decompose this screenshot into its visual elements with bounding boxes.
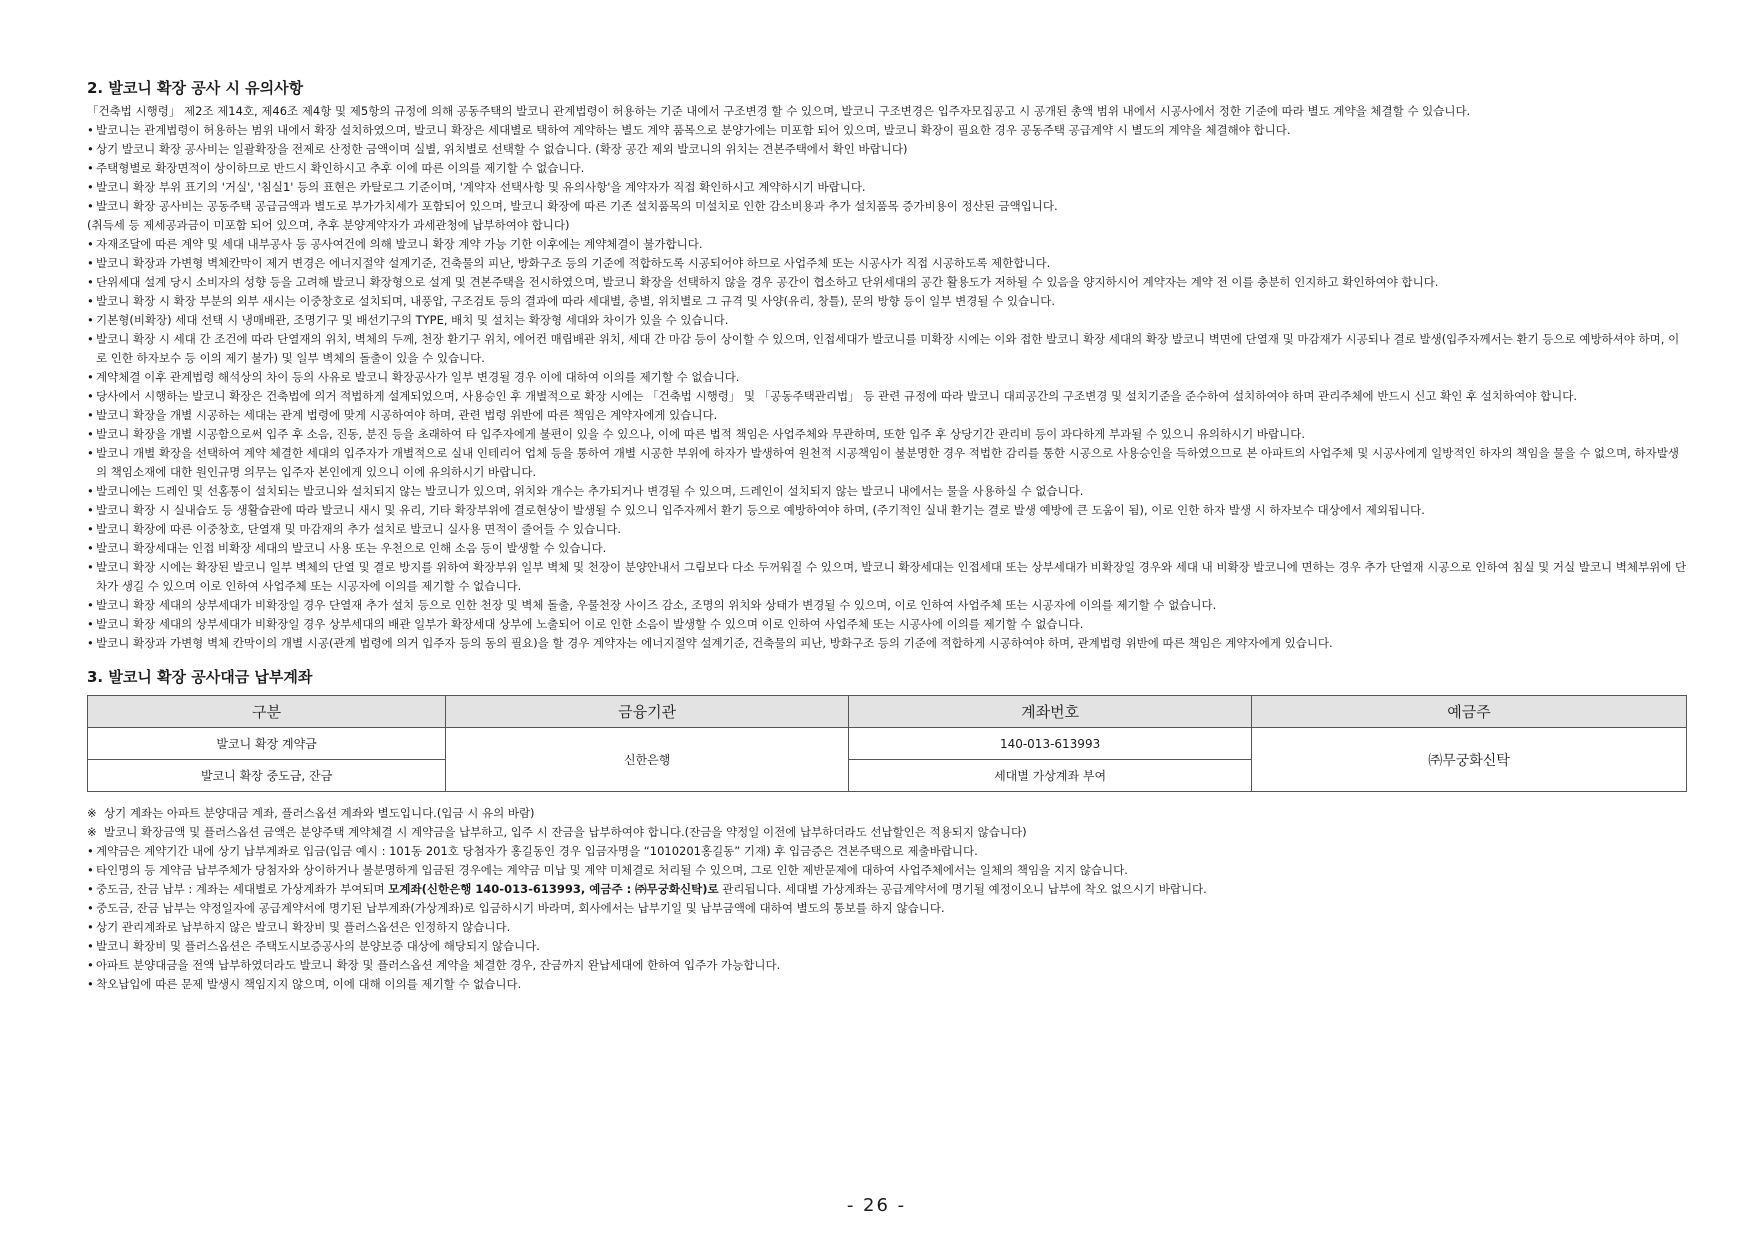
- bank-cell: 신한은행: [446, 728, 849, 792]
- row-label-balance: 발코니 확장 중도금, 잔금: [88, 760, 446, 792]
- list-item: [87, 406, 1687, 425]
- list-item: [87, 178, 1687, 197]
- note-item: • 중도금, 잔금 납부는 약정일자에 공급계약서에 명기된 납부계좌(가상계좌)로 입금하시기 바라며, 회사에서는 납부기일 및 납부금액에 대하여 별도의 통보를 하지 않습니다.: [87, 901, 945, 915]
- list-item-text: 발코니 확장에 따른 이중창호, 단열재 및 마감재의 추가 설치로 발코니 실사용 면적이 줄어들 수 있습니다.: [96, 522, 622, 536]
- bullet-glyph: •: [87, 142, 94, 156]
- bullet-glyph: •: [87, 484, 94, 498]
- holder-cell: ㈜무궁화신탁: [1252, 728, 1687, 792]
- list-item: [87, 292, 1687, 311]
- list-item-text: 상기 발코니 확장 공사비는 일괄확장을 전제로 산정한 금액이며 실별, 위치별로 선택할 수 없습니다. (확장 공간 제외 발코니의 위치는 견본주택에서 확인 바랍니다): [96, 142, 908, 156]
- list-item: [87, 425, 1687, 444]
- list-item: [87, 311, 1687, 330]
- account-number-cell: 140-013-613993: [849, 728, 1252, 760]
- list-item: [87, 634, 1687, 653]
- page-number: - 26 -: [846, 1195, 907, 1216]
- list-item: [87, 444, 1687, 482]
- list-item-text: 발코니 확장 시 세대 간 조건에 따라 단열재의 위치, 벽체의 두께, 천장 환기구 위치, 에어컨 매립배관 위치, 세대 간 마감 등이 상이할 수 있으며, 인접세대가 발코니를 미확장 시에는 이와 접한 발코니 확장 세대의 확장 발코니 벽면에 단열재 및 마감재가 시공되나 결로 발생(입주자께서는 환기 등으로 예방하셔야 하며, 이로 인한 하자보수 등 이의 제기 불가) 및 일부 벽체의 돌출이 있을 수 있습니다.: [96, 332, 1680, 365]
- document-page: [87, 78, 1687, 994]
- bullet-glyph: •: [87, 161, 94, 175]
- bullet-glyph: •: [87, 370, 94, 384]
- note-item: ※ 발코니 확장금액 및 플러스옵션 금액은 분양주택 계약체결 시 계약금을 납부하고, 입주 시 잔금을 납부하여야 합니다.(잔금을 약정일 이전에 납부하더라도 선납할인은 적용되지 않습니다): [87, 825, 1027, 839]
- bullet-glyph: •: [87, 313, 94, 327]
- list-item: [87, 216, 1687, 235]
- bullet-glyph: •: [87, 636, 94, 650]
- mother-account-text: 모계좌(신한은행 140-013-613993, 예금주 : ㈜무궁화신탁)로: [388, 882, 719, 896]
- list-item: [87, 596, 1687, 615]
- bullet-glyph: •: [87, 427, 94, 441]
- bullet-glyph: •: [87, 617, 94, 631]
- list-item-text: 발코니 확장 시 확장 부분의 외부 새시는 이중창호로 설치되며, 내풍압, 구조검토 등의 결과에 따라 세대별, 층별, 위치별로 그 규격 및 사양(유리, 창틀), 문의 방향 등이 일부 변경될 수 있습니다.: [96, 294, 1055, 308]
- header-holder: 예금주: [1252, 696, 1687, 728]
- list-item-text: 발코니 확장 공사비는 공동주택 공급금액과 별도로 부가가치세가 포함되어 있으며, 발코니 확장에 따른 기존 설치품목의 미설치로 인한 감소비용과 추가 설치품목 증가비용이 정산된 금액입니다.: [96, 199, 1058, 213]
- list-item: [87, 387, 1687, 406]
- list-item: [87, 558, 1687, 596]
- bullet-glyph: •: [87, 522, 94, 536]
- bullet-glyph: •: [87, 389, 94, 403]
- list-item-text: 발코니 확장 시에는 확장된 발코니 일부 벽체의 단열 및 결로 방지를 위하여 확장부위 일부 벽체 및 천장이 분양안내서 그림보다 다소 두꺼워질 수 있으며, 발코니 확장세대는 인접세대 또는 상부세대가 비확장일 경우와 세대 내 비확장 발코니에 면하는 경우 추가 단열재 시공으로 인하여 침실 및 거실 발코니 벽체부위에 단차가 생길 수 있으며 이로 인하여 사업주체 또는 시공자에 이의를 제기할 수 없습니다.: [96, 560, 1687, 593]
- list-item: [87, 159, 1687, 178]
- list-item-text: 주택형별로 확장면적이 상이하므로 반드시 확인하시고 추후 이에 따른 이의를 제기할 수 없습니다.: [96, 161, 585, 175]
- section-3-notes: [87, 804, 1687, 994]
- list-item-text: 발코니에는 드레인 및 선홈통이 설치되는 발코니와 설치되지 않는 발코니가 있으며, 위치와 개수는 추가되거나 변경될 수 있으며, 드레인이 설치되지 않는 발코니 내에서는 물을 사용하실 수 없습니다.: [96, 484, 1084, 498]
- note-item: • 계약금은 계약기간 내에 상기 납부계좌로 입금(입금 예시 : 101동 201호 당첨자가 홍길동인 경우 입금자명을 “1010201홍길동” 기재) 후 입금증은 견본주택으로 제출바랍니다.: [87, 844, 978, 858]
- bullet-glyph: •: [87, 199, 94, 213]
- list-item: [87, 330, 1687, 368]
- section-3-title: 3. 발코니 확장 공사대금 납부계좌: [87, 668, 313, 686]
- list-item-text: 당사에서 시행하는 발코니 확장은 건축법에 의거 적법하게 설계되었으며, 사용승인 후 개별적으로 확장 시에는 「건축법 시행령」 및 「공동주택관리법」 등 관련 규정에 따라 발코니 대피공간의 구조변경 및 설치기준을 준수하여 설치하여야 하며 관리주체에 반드시 신고 확인 후 설치하여야 합니다.: [96, 389, 1577, 403]
- section-2-intro: 「건축법 시행령」 제2조 제14호, 제46조 제4항 및 제5항의 규정에 의해 공동주택의 발코니 관계법령이 허용하는 기준 내에서 구조변경 할 수 있으며, 발코니 구조변경은 입주자모집공고 시 공개된 총액 범위 내에서 시공사에서 정한 기준에 따라 별도 계약을 체결할 수 있습니다.: [87, 104, 1471, 118]
- list-item-text: 단위세대 설계 당시 소비자의 성향 등을 고려해 발코니 확장형으로 설계 및 견본주택을 전시하였으며, 발코니 확장을 선택하지 않을 경우 공간이 협소하고 단위세대의 공간 활용도가 저하될 수 있음을 양지하시어 계약자는 계약 전 이를 충분히 인지하고 확인하여야 합니다.: [96, 275, 1439, 289]
- list-item-text: 발코니 개별 확장을 선택하여 계약 체결한 세대의 입주자가 개별적으로 실내 인테리어 업체 등을 통하여 개별 시공한 부위에 하자가 발생하여 원천적 시공책임이 불분명한 경우 적법한 감리를 통한 시공으로 사용승인을 득하였으므로 본 아파트의 사업주체 및 시공사에게 일방적인 하자의 책임을 물을 수 없으며, 하자발생의 책임소재에 대한 원인규명 의무는 입주자 본인에게 있으니 이에 유의하시기 바랍니다.: [96, 446, 1679, 479]
- list-item-text: 기본형(비확장) 세대 선택 시 냉매배관, 조명기구 및 배선기구의 TYPE, 배치 및 설치는 확장형 세대와 차이가 있을 수 있습니다.: [96, 313, 729, 327]
- bullet-glyph: •: [87, 123, 94, 137]
- bullet-glyph: •: [87, 541, 94, 555]
- bullet-glyph: •: [87, 180, 94, 194]
- section-2-title: 2. 발코니 확장 공사 시 유의사항: [87, 79, 304, 97]
- list-item-text: 발코니 확장 시 실내습도 등 생활습관에 따라 발코니 새시 및 유리, 기타 확장부위에 결로현상이 발생될 수 있으니 입주자께서 환기 등으로 예방하여야 하며, (주기적인 실내 환기는 결로 발생 예방에 큰 도움이 됨), 이로 인한 하자 발생 시 하자보수 대상에서 제외됩니다.: [96, 503, 1425, 517]
- list-item-text: 발코니 확장을 개별 시공하는 세대는 관계 법령에 맞게 시공하여야 하며, 관련 법령 위반에 따른 책임은 계약자에게 있습니다.: [96, 408, 718, 422]
- section-2-list: [87, 121, 1687, 653]
- header-bank: 금융기관: [446, 696, 849, 728]
- note-item: • 발코니 확장비 및 플러스옵션은 주택도시보증공사의 분양보증 대상에 해당되지 않습니다.: [87, 939, 540, 953]
- list-item-text: 자재조달에 따른 계약 및 세대 내부공사 등 공사여건에 의해 발코니 확장 계약 가능 기한 이후에는 계약체결이 불가합니다.: [96, 237, 703, 251]
- table-header-row: [88, 696, 1687, 728]
- list-item: [87, 539, 1687, 558]
- list-item-text: 발코니 확장세대는 인접 비확장 세대의 발코니 사용 또는 우천으로 인해 소음 등이 발생할 수 있습니다.: [96, 541, 607, 555]
- list-item: [87, 121, 1687, 140]
- note-item: • 타인명의 등 계약금 납부주체가 당첨자와 상이하거나 불분명하게 입금된 경우에는 계약금 미납 및 계약 미체결로 처리될 수 있으며, 그로 인한 제반문제에 대하여 사업주체에서는 일체의 책임을 지지 않습니다.: [87, 863, 1128, 877]
- list-item: [87, 368, 1687, 387]
- list-item: [87, 197, 1687, 216]
- list-item: [87, 254, 1687, 273]
- bullet-glyph: •: [87, 237, 94, 251]
- list-item-text: 발코니는 관계법령이 허용하는 범위 내에서 확장 설치하였으며, 발코니 확장은 세대별로 택하여 계약하는 별도 계약 품목으로 분양가에는 미포함 되어 있으며, 발코니 확장이 필요한 경우 공동주택 공급계약 시 별도의 계약을 체결해야 합니다.: [96, 123, 1291, 137]
- row-label-deposit: 발코니 확장 계약금: [88, 728, 446, 760]
- list-item: [87, 482, 1687, 501]
- note-item: ※ 상기 계좌는 아파트 분양대금 계좌, 플러스옵션 계좌와 별도입니다.(입금 시 유의 바람): [87, 806, 535, 820]
- list-item: [87, 140, 1687, 159]
- list-item-text: (취득세 등 제세공과금이 미포함 되어 있으며, 추후 분양계약자가 과세관청에 납부하여야 합니다): [87, 218, 570, 232]
- header-account: 계좌번호: [849, 696, 1252, 728]
- list-item-text: 계약체결 이후 관계법령 해석상의 차이 등의 사유로 발코니 확장공사가 일부 변경될 경우 이에 대하여 이의를 제기할 수 없습니다.: [96, 370, 740, 384]
- list-item-text: 발코니 확장을 개별 시공함으로써 입주 후 소음, 진동, 분진 등을 초래하여 타 입주자에게 불편이 있을 수 있으나, 이에 따른 법적 책임은 사업주체와 무관하며, 또한 입주 후 상당기간 관리비 등이 과다하게 부과될 수 있으니 유의하시기 바랍니다.: [96, 427, 1306, 441]
- bullet-glyph: •: [87, 503, 94, 517]
- account-table: [87, 695, 1687, 792]
- list-item: [87, 273, 1687, 292]
- note-item: • 상기 관리계좌로 납부하지 않은 발코니 확장비 및 플러스옵션은 인정하지 않습니다.: [87, 920, 511, 934]
- bullet-glyph: •: [87, 598, 94, 612]
- note-item: • 중도금, 잔금 납부 : 계좌는 세대별로 가상계좌가 부여되며 모계좌(신한은행 140-013-613993, 예금주 : ㈜무궁화신탁)로 관리됩니다. 세대별 가상계좌는 공급계약서에 명기될 예정이오니 납부에 착오 없으시기 바랍니다.: [87, 882, 1207, 896]
- list-item: [87, 235, 1687, 254]
- header-category: 구분: [88, 696, 446, 728]
- list-item-text: 발코니 확장 세대의 상부세대가 비확장일 경우 상부세대의 배관 일부가 확장세대 상부에 노출되어 이로 인한 소음이 발생할 수 있으며 이로 인하여 사업주체 또는 시공사에 이의를 제기할 수 없습니다.: [96, 617, 1084, 631]
- bullet-glyph: •: [87, 560, 94, 574]
- list-item: [87, 520, 1687, 539]
- list-item: [87, 501, 1687, 520]
- note-item: • 착오납입에 따른 문제 발생시 책임지지 않으며, 이에 대해 이의를 제기할 수 없습니다.: [87, 977, 522, 991]
- virtual-account-cell: 세대별 가상계좌 부여: [849, 760, 1252, 792]
- list-item: [87, 615, 1687, 634]
- bullet-glyph: •: [87, 256, 94, 270]
- bullet-glyph: •: [87, 332, 94, 346]
- bullet-glyph: •: [87, 408, 94, 422]
- bullet-glyph: •: [87, 446, 94, 460]
- table-row: [88, 728, 1687, 760]
- list-item-text: 발코니 확장 부위 표기의 '거실', '침실1' 등의 표현은 카탈로그 기준이며, '계약자 선택사항 및 유의사항'을 계약자가 직접 확인하시고 계약하시기 바랍니다.: [96, 180, 866, 194]
- bullet-glyph: •: [87, 275, 94, 289]
- list-item-text: 발코니 확장과 가변형 벽체 칸막이의 개별 시공(관계 법령에 의거 입주자 등의 동의 필요)을 할 경우 계약자는 에너지절약 설계기준, 건축물의 피난, 방화구조 등의 기준에 적합하게 시공하여야 하며, 관계법령 위반에 따른 책임은 계약자에게 있습니다.: [96, 636, 1333, 650]
- list-item-text: 발코니 확장과 가변형 벽체칸막이 제거 변경은 에너지절약 설계기준, 건축물의 피난, 방화구조 등의 기준에 적합하도록 시공되어야 하므로 사업주체 또는 시공사가 직접 시공하도록 제한합니다.: [96, 256, 1051, 270]
- bullet-glyph: •: [87, 294, 94, 308]
- list-item-text: 발코니 확장 세대의 상부세대가 비확장일 경우 단열재 추가 설치 등으로 인한 천장 및 벽체 돌출, 우물천장 사이즈 감소, 조명의 위치와 상태가 변경될 수 있으며, 이로 인하여 사업주체 또는 시공자에 이의를 제기할 수 없습니다.: [96, 598, 1217, 612]
- note-item: • 아파트 분양대금을 전액 납부하였더라도 발코니 확장 및 플러스옵션 계약을 체결한 경우, 잔금까지 완납세대에 한하여 입주가 가능합니다.: [87, 958, 781, 972]
